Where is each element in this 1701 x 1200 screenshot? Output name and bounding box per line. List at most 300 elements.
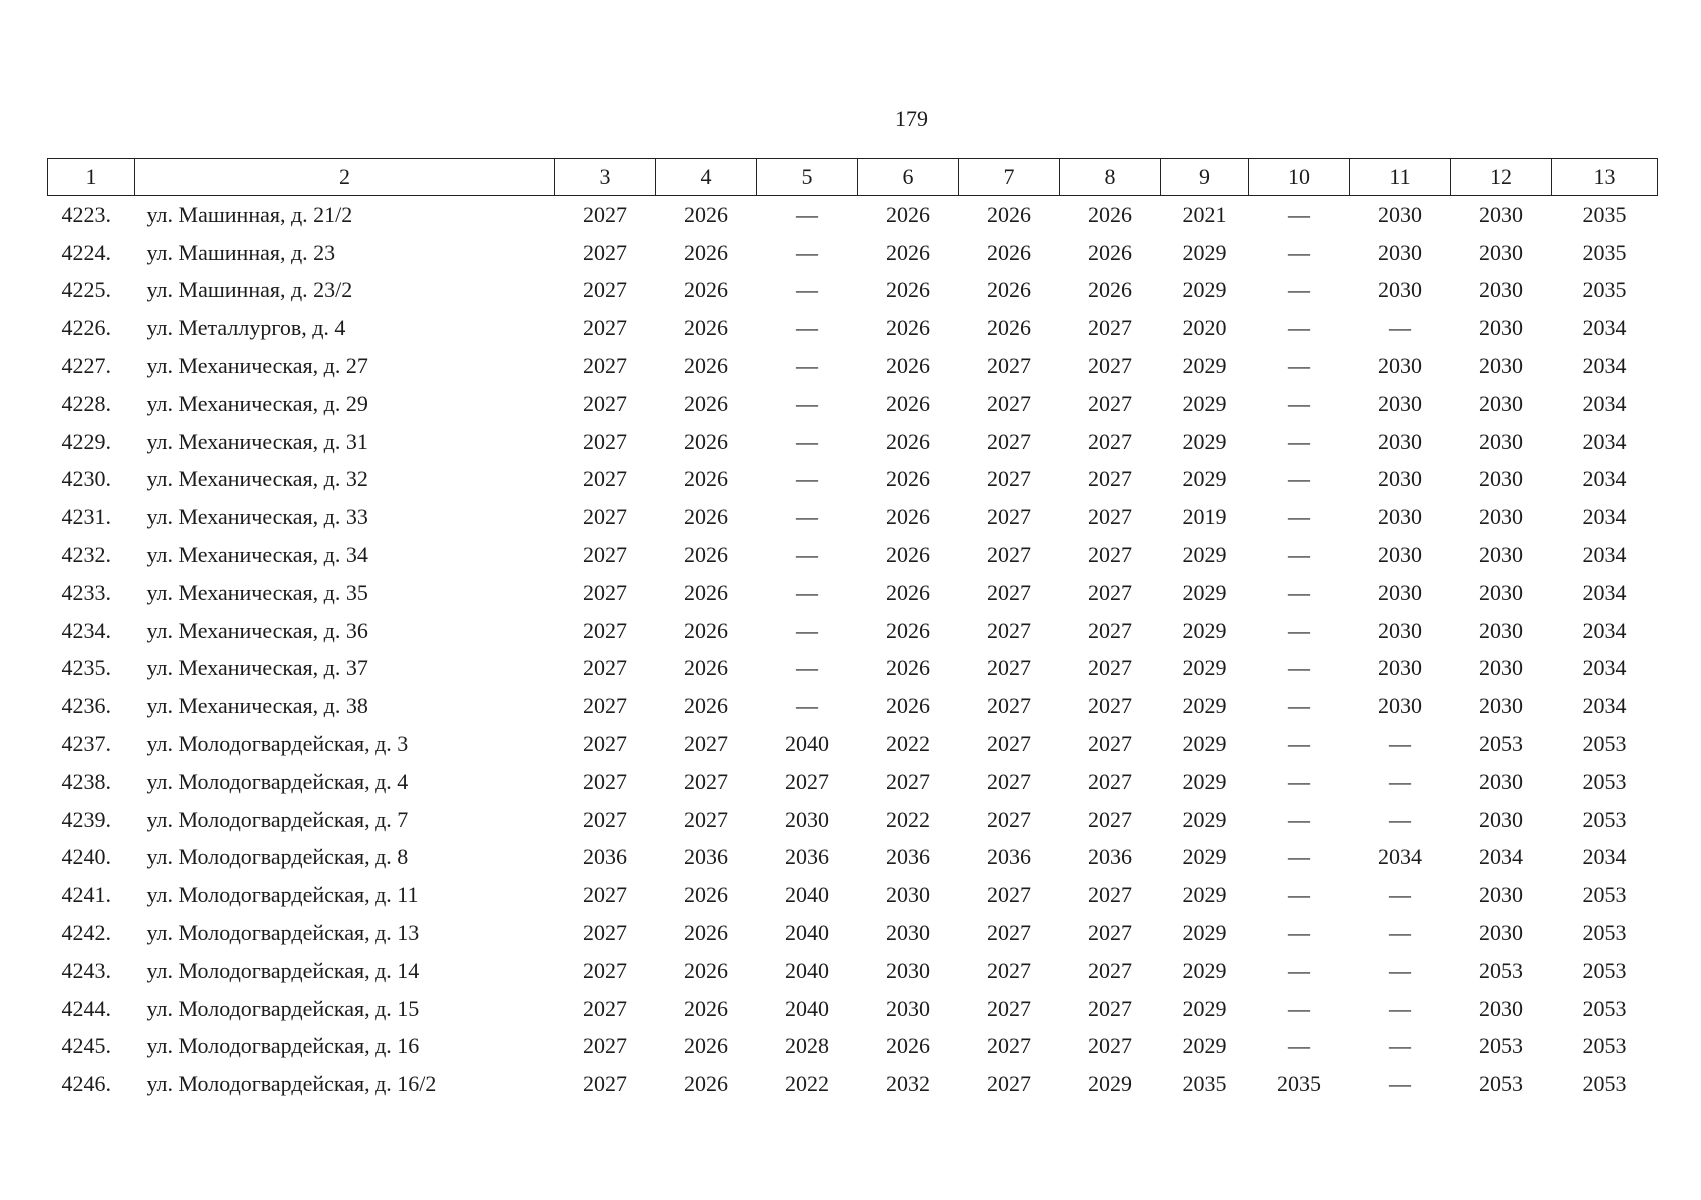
year-cell-col-13: 2034	[1582, 693, 1627, 719]
address-cell: ул. Механическая, д. 27	[146, 353, 368, 379]
year-cell-col-3: 2027	[583, 693, 627, 719]
year-cell-col-6: 2026	[886, 693, 930, 719]
year-cell-col-12: 2053	[1479, 1071, 1523, 1097]
address-cell: ул. Молодогвардейская, д. 3	[146, 731, 409, 757]
address-cell: ул. Механическая, д. 38	[146, 693, 368, 719]
year-cell-col-9: 2029	[1182, 579, 1227, 605]
data-table	[47, 158, 1658, 1103]
year-cell-col-4: 2027	[684, 768, 728, 794]
year-cell-col-9: 2029	[1182, 466, 1227, 492]
year-cell-col-8: 2027	[1088, 731, 1132, 757]
year-cell-col-10: —	[1288, 882, 1310, 908]
year-cell-col-7: 2027	[987, 957, 1031, 983]
column-header-1: 1	[48, 159, 135, 196]
year-cell-col-3: 2027	[583, 428, 627, 454]
year-cell-col-8: 2027	[1088, 542, 1132, 568]
year-cell-col-4: 2026	[684, 1033, 728, 1059]
year-cell-col-12: 2034	[1479, 844, 1523, 870]
year-cell-col-13: 2034	[1582, 504, 1627, 530]
address-cell: ул. Машинная, д. 23/2	[146, 277, 353, 303]
year-cell-col-8: 2036	[1088, 844, 1132, 870]
year-cell-col-6: 2026	[886, 277, 930, 303]
year-cell-col-6: 2026	[886, 239, 930, 265]
year-cell-col-3: 2027	[583, 201, 627, 227]
year-cell-col-5: 2040	[785, 920, 829, 946]
year-cell-col-3: 2027	[583, 315, 627, 341]
row-number-cell: 4229.	[61, 428, 111, 454]
year-cell-col-4: 2026	[684, 315, 728, 341]
year-cell-col-11: 2030	[1378, 201, 1422, 227]
year-cell-col-8: 2027	[1088, 957, 1132, 983]
table-row	[48, 234, 1658, 272]
year-cell-col-5: —	[796, 542, 818, 568]
column-header-2: 2	[135, 159, 555, 196]
year-cell-col-13: 2053	[1582, 1033, 1627, 1059]
address-cell: ул. Молодогвардейская, д. 16	[146, 1033, 420, 1059]
year-cell-col-6: 2026	[886, 390, 930, 416]
year-cell-col-13: 2034	[1582, 655, 1627, 681]
year-cell-col-10: —	[1288, 957, 1310, 983]
year-cell-col-11: —	[1389, 806, 1411, 832]
year-cell-col-6: 2030	[886, 882, 930, 908]
table-row	[48, 801, 1658, 839]
year-cell-col-8: 2027	[1088, 1033, 1132, 1059]
year-cell-col-11: 2030	[1378, 693, 1422, 719]
year-cell-col-10: —	[1288, 201, 1310, 227]
year-cell-col-10: —	[1288, 806, 1310, 832]
address-cell: ул. Механическая, д. 35	[146, 579, 368, 605]
year-cell-col-12: 2030	[1479, 239, 1523, 265]
year-cell-col-5: —	[796, 201, 818, 227]
row-number-cell: 4233.	[61, 579, 111, 605]
year-cell-col-4: 2026	[684, 579, 728, 605]
year-cell-col-3: 2027	[583, 1071, 627, 1097]
year-cell-col-3: 2027	[583, 579, 627, 605]
year-cell-col-7: 2027	[987, 806, 1031, 832]
year-cell-col-3: 2027	[583, 882, 627, 908]
year-cell-col-5: —	[796, 315, 818, 341]
year-cell-col-3: 2027	[583, 617, 627, 643]
row-number-cell: 4238.	[61, 768, 111, 794]
year-cell-col-8: 2027	[1088, 466, 1132, 492]
row-number-cell: 4223.	[61, 201, 111, 227]
year-cell-col-4: 2026	[684, 239, 728, 265]
year-cell-col-13: 2035	[1582, 239, 1627, 265]
address-cell: ул. Механическая, д. 33	[146, 504, 368, 530]
year-cell-col-7: 2027	[987, 768, 1031, 794]
year-cell-col-10: —	[1288, 428, 1310, 454]
year-cell-col-11: 2030	[1378, 466, 1422, 492]
row-number-cell: 4242.	[61, 920, 111, 946]
table-row	[48, 1028, 1658, 1066]
year-cell-col-3: 2027	[583, 768, 627, 794]
table-row	[48, 952, 1658, 990]
year-cell-col-4: 2026	[684, 617, 728, 643]
year-cell-col-5: —	[796, 655, 818, 681]
year-cell-col-8: 2027	[1088, 390, 1132, 416]
year-cell-col-4: 2026	[684, 542, 728, 568]
year-cell-col-10: —	[1288, 277, 1310, 303]
year-cell-col-3: 2027	[583, 1033, 627, 1059]
year-cell-col-8: 2026	[1088, 277, 1132, 303]
year-cell-col-13: 2053	[1582, 920, 1627, 946]
year-cell-col-13: 2034	[1582, 542, 1627, 568]
column-header-9: 9	[1161, 159, 1249, 196]
year-cell-col-6: 2026	[886, 655, 930, 681]
table-row	[48, 385, 1658, 423]
year-cell-col-7: 2027	[987, 731, 1031, 757]
table-row	[48, 725, 1658, 763]
year-cell-col-8: 2027	[1088, 504, 1132, 530]
year-cell-col-7: 2026	[987, 277, 1031, 303]
year-cell-col-10: —	[1288, 995, 1310, 1021]
year-cell-col-7: 2027	[987, 390, 1031, 416]
year-cell-col-12: 2030	[1479, 806, 1523, 832]
year-cell-col-13: 2034	[1582, 617, 1627, 643]
year-cell-col-8: 2027	[1088, 315, 1132, 341]
year-cell-col-12: 2030	[1479, 353, 1523, 379]
table-row	[48, 1065, 1658, 1103]
year-cell-col-10: —	[1288, 731, 1310, 757]
year-cell-col-10: —	[1288, 920, 1310, 946]
year-cell-col-10: —	[1288, 542, 1310, 568]
year-cell-col-7: 2027	[987, 920, 1031, 946]
year-cell-col-7: 2027	[987, 995, 1031, 1021]
year-cell-col-3: 2027	[583, 995, 627, 1021]
year-cell-col-12: 2030	[1479, 201, 1523, 227]
table-row	[48, 309, 1658, 347]
year-cell-col-3: 2027	[583, 504, 627, 530]
year-cell-col-3: 2036	[583, 844, 627, 870]
column-header-12: 12	[1451, 159, 1552, 196]
year-cell-col-10: —	[1288, 1033, 1310, 1059]
year-cell-col-9: 2029	[1182, 731, 1227, 757]
year-cell-col-13: 2034	[1582, 428, 1627, 454]
year-cell-col-4: 2026	[684, 353, 728, 379]
column-header-3: 3	[555, 159, 656, 196]
header-row	[48, 159, 1658, 196]
year-cell-col-11: —	[1389, 882, 1411, 908]
year-cell-col-9: 2029	[1182, 542, 1227, 568]
year-cell-col-4: 2026	[684, 920, 728, 946]
table-row	[48, 612, 1658, 650]
year-cell-col-3: 2027	[583, 806, 627, 832]
year-cell-col-12: 2030	[1479, 693, 1523, 719]
address-cell: ул. Металлургов, д. 4	[146, 315, 346, 341]
year-cell-col-11: —	[1389, 1071, 1411, 1097]
year-cell-col-9: 2029	[1182, 957, 1227, 983]
table-row	[48, 272, 1658, 310]
year-cell-col-5: 2022	[785, 1071, 829, 1097]
year-cell-col-4: 2026	[684, 693, 728, 719]
year-cell-col-8: 2026	[1088, 201, 1132, 227]
year-cell-col-13: 2053	[1582, 731, 1627, 757]
year-cell-col-4: 2026	[684, 995, 728, 1021]
year-cell-col-8: 2027	[1088, 768, 1132, 794]
year-cell-col-5: —	[796, 617, 818, 643]
year-cell-col-8: 2027	[1088, 353, 1132, 379]
year-cell-col-12: 2030	[1479, 655, 1523, 681]
year-cell-col-6: 2032	[886, 1071, 930, 1097]
row-number-cell: 4226.	[61, 315, 111, 341]
year-cell-col-11: 2030	[1378, 353, 1422, 379]
year-cell-col-5: 2036	[785, 844, 829, 870]
year-cell-col-10: —	[1288, 315, 1310, 341]
year-cell-col-6: 2036	[886, 844, 930, 870]
year-cell-col-9: 2029	[1182, 806, 1227, 832]
year-cell-col-13: 2053	[1582, 995, 1627, 1021]
year-cell-col-4: 2036	[684, 844, 728, 870]
year-cell-col-10: —	[1288, 579, 1310, 605]
year-cell-col-3: 2027	[583, 920, 627, 946]
year-cell-col-12: 2030	[1479, 466, 1523, 492]
year-cell-col-7: 2027	[987, 655, 1031, 681]
year-cell-col-11: 2030	[1378, 617, 1422, 643]
year-cell-col-13: 2034	[1582, 579, 1627, 605]
row-number-cell: 4241.	[61, 882, 111, 908]
address-cell: ул. Механическая, д. 34	[146, 542, 368, 568]
year-cell-col-9: 2029	[1182, 844, 1227, 870]
year-cell-col-9: 2029	[1182, 239, 1227, 265]
year-cell-col-5: —	[796, 504, 818, 530]
table-row	[48, 876, 1658, 914]
address-cell: ул. Механическая, д. 36	[146, 617, 368, 643]
table-row	[48, 990, 1658, 1028]
year-cell-col-12: 2030	[1479, 920, 1523, 946]
year-cell-col-4: 2026	[684, 201, 728, 227]
year-cell-col-3: 2027	[583, 957, 627, 983]
address-cell: ул. Механическая, д. 29	[146, 390, 368, 416]
year-cell-col-11: —	[1389, 957, 1411, 983]
row-number-cell: 4228.	[61, 390, 111, 416]
year-cell-col-6: 2026	[886, 579, 930, 605]
year-cell-col-8: 2029	[1088, 1071, 1132, 1097]
year-cell-col-9: 2029	[1182, 768, 1227, 794]
row-number-cell: 4224.	[61, 239, 111, 265]
address-cell: ул. Молодогвардейская, д. 14	[146, 957, 420, 983]
year-cell-col-5: 2040	[785, 957, 829, 983]
year-cell-col-8: 2027	[1088, 882, 1132, 908]
year-cell-col-12: 2030	[1479, 277, 1523, 303]
year-cell-col-13: 2034	[1582, 353, 1627, 379]
year-cell-col-5: —	[796, 428, 818, 454]
year-cell-col-3: 2027	[583, 655, 627, 681]
year-cell-col-4: 2027	[684, 731, 728, 757]
year-cell-col-8: 2027	[1088, 693, 1132, 719]
year-cell-col-9: 2019	[1182, 504, 1227, 530]
year-cell-col-3: 2027	[583, 277, 627, 303]
address-cell: ул. Механическая, д. 31	[146, 428, 368, 454]
row-number-cell: 4227.	[61, 353, 111, 379]
address-cell: ул. Машинная, д. 23	[146, 239, 336, 265]
year-cell-col-11: 2030	[1378, 504, 1422, 530]
year-cell-col-3: 2027	[583, 353, 627, 379]
year-cell-col-9: 2029	[1182, 882, 1227, 908]
table-row	[48, 687, 1658, 725]
page-number: 179	[895, 106, 928, 131]
year-cell-col-8: 2027	[1088, 579, 1132, 605]
year-cell-col-13: 2035	[1582, 201, 1627, 227]
table-row	[48, 650, 1658, 688]
year-cell-col-7: 2027	[987, 882, 1031, 908]
year-cell-col-6: 2022	[886, 731, 930, 757]
year-cell-col-12: 2030	[1479, 579, 1523, 605]
year-cell-col-9: 2029	[1182, 617, 1227, 643]
year-cell-col-9: 2020	[1182, 315, 1227, 341]
row-number-cell: 4236.	[61, 693, 111, 719]
year-cell-col-4: 2026	[684, 277, 728, 303]
year-cell-col-7: 2027	[987, 579, 1031, 605]
table-row	[48, 196, 1658, 234]
year-cell-col-8: 2027	[1088, 806, 1132, 832]
year-cell-col-13: 2034	[1582, 390, 1627, 416]
year-cell-col-5: 2040	[785, 995, 829, 1021]
table-row	[48, 914, 1658, 952]
address-cell: ул. Механическая, д. 32	[146, 466, 368, 492]
address-cell: ул. Механическая, д. 37	[146, 655, 368, 681]
year-cell-col-11: 2030	[1378, 277, 1422, 303]
column-header-13: 13	[1552, 159, 1658, 196]
year-cell-col-10: —	[1288, 504, 1310, 530]
year-cell-col-7: 2026	[987, 239, 1031, 265]
column-header-11: 11	[1350, 159, 1451, 196]
year-cell-col-9: 2029	[1182, 353, 1227, 379]
year-cell-col-5: —	[796, 277, 818, 303]
year-cell-col-4: 2026	[684, 1071, 728, 1097]
year-cell-col-7: 2027	[987, 466, 1031, 492]
year-cell-col-12: 2030	[1479, 882, 1523, 908]
address-cell: ул. Молодогвардейская, д. 4	[146, 768, 409, 794]
year-cell-col-5: —	[796, 466, 818, 492]
row-number-cell: 4239.	[61, 806, 111, 832]
year-cell-col-8: 2027	[1088, 428, 1132, 454]
year-cell-col-9: 2029	[1182, 693, 1227, 719]
year-cell-col-9: 2029	[1182, 920, 1227, 946]
year-cell-col-5: 2027	[785, 768, 829, 794]
year-cell-col-4: 2026	[684, 428, 728, 454]
year-cell-col-7: 2027	[987, 1071, 1031, 1097]
year-cell-col-9: 2035	[1182, 1071, 1227, 1097]
year-cell-col-12: 2053	[1479, 731, 1523, 757]
row-number-cell: 4245.	[61, 1033, 111, 1059]
year-cell-col-11: 2030	[1378, 655, 1422, 681]
year-cell-col-6: 2026	[886, 542, 930, 568]
year-cell-col-5: —	[796, 353, 818, 379]
year-cell-col-6: 2026	[886, 504, 930, 530]
row-number-cell: 4225.	[61, 277, 111, 303]
year-cell-col-7: 2027	[987, 1033, 1031, 1059]
year-cell-col-7: 2027	[987, 428, 1031, 454]
address-cell: ул. Машинная, д. 21/2	[146, 201, 353, 227]
year-cell-col-5: —	[796, 693, 818, 719]
year-cell-col-3: 2027	[583, 466, 627, 492]
year-cell-col-10: —	[1288, 390, 1310, 416]
address-cell: ул. Молодогвардейская, д. 8	[146, 844, 409, 870]
year-cell-col-7: 2027	[987, 353, 1031, 379]
year-cell-col-6: 2026	[886, 428, 930, 454]
year-cell-col-12: 2030	[1479, 504, 1523, 530]
year-cell-col-10: —	[1288, 655, 1310, 681]
year-cell-col-3: 2027	[583, 542, 627, 568]
year-cell-col-5: —	[796, 239, 818, 265]
year-cell-col-9: 2021	[1182, 201, 1227, 227]
year-cell-col-5: 2028	[785, 1033, 829, 1059]
year-cell-col-9: 2029	[1182, 655, 1227, 681]
year-cell-col-11: 2030	[1378, 390, 1422, 416]
table-row	[48, 461, 1658, 499]
row-number-cell: 4244.	[61, 995, 111, 1021]
address-cell: ул. Молодогвардейская, д. 15	[146, 995, 420, 1021]
year-cell-col-10: —	[1288, 768, 1310, 794]
year-cell-col-4: 2026	[684, 882, 728, 908]
year-cell-col-11: —	[1389, 731, 1411, 757]
year-cell-col-11: 2030	[1378, 579, 1422, 605]
column-header-5: 5	[757, 159, 858, 196]
column-header-4: 4	[656, 159, 757, 196]
year-cell-col-6: 2027	[886, 768, 930, 794]
row-number-cell: 4232.	[61, 542, 111, 568]
year-cell-col-5: 2030	[785, 806, 829, 832]
year-cell-col-8: 2027	[1088, 920, 1132, 946]
year-cell-col-7: 2027	[987, 542, 1031, 568]
year-cell-col-11: —	[1389, 995, 1411, 1021]
year-cell-col-13: 2053	[1582, 768, 1627, 794]
row-number-cell: 4231.	[61, 504, 111, 530]
column-header-8: 8	[1060, 159, 1161, 196]
address-cell: ул. Молодогвардейская, д. 11	[146, 882, 419, 908]
table-row	[48, 347, 1658, 385]
year-cell-col-4: 2027	[684, 806, 728, 832]
year-cell-col-13: 2053	[1582, 806, 1627, 832]
year-cell-col-12: 2030	[1479, 768, 1523, 794]
year-cell-col-8: 2026	[1088, 239, 1132, 265]
year-cell-col-4: 2026	[684, 655, 728, 681]
year-cell-col-5: 2040	[785, 731, 829, 757]
column-header-6: 6	[858, 159, 959, 196]
table-row	[48, 839, 1658, 877]
year-cell-col-13: 2034	[1582, 466, 1627, 492]
year-cell-col-9: 2029	[1182, 995, 1227, 1021]
row-number-cell: 4234.	[61, 617, 111, 643]
year-cell-col-12: 2053	[1479, 1033, 1523, 1059]
year-cell-col-9: 2029	[1182, 390, 1227, 416]
year-cell-col-6: 2022	[886, 806, 930, 832]
year-cell-col-11: —	[1389, 920, 1411, 946]
year-cell-col-10: —	[1288, 466, 1310, 492]
year-cell-col-12: 2030	[1479, 390, 1523, 416]
table-body	[48, 196, 1658, 1104]
row-number-cell: 4237.	[61, 731, 111, 757]
year-cell-col-7: 2027	[987, 504, 1031, 530]
year-cell-col-12: 2030	[1479, 428, 1523, 454]
year-cell-col-8: 2027	[1088, 617, 1132, 643]
row-number-cell: 4246.	[61, 1071, 111, 1097]
year-cell-col-10: —	[1288, 844, 1310, 870]
year-cell-col-10: —	[1288, 353, 1310, 379]
year-cell-col-11: —	[1389, 315, 1411, 341]
year-cell-col-8: 2027	[1088, 655, 1132, 681]
year-cell-col-6: 2026	[886, 201, 930, 227]
year-cell-col-5: —	[796, 579, 818, 605]
year-cell-col-13: 2053	[1582, 882, 1627, 908]
year-cell-col-12: 2030	[1479, 542, 1523, 568]
year-cell-col-11: 2030	[1378, 239, 1422, 265]
year-cell-col-12: 2030	[1479, 617, 1523, 643]
year-cell-col-6: 2030	[886, 957, 930, 983]
year-cell-col-7: 2026	[987, 201, 1031, 227]
row-number-cell: 4243.	[61, 957, 111, 983]
year-cell-col-13: 2034	[1582, 315, 1627, 341]
